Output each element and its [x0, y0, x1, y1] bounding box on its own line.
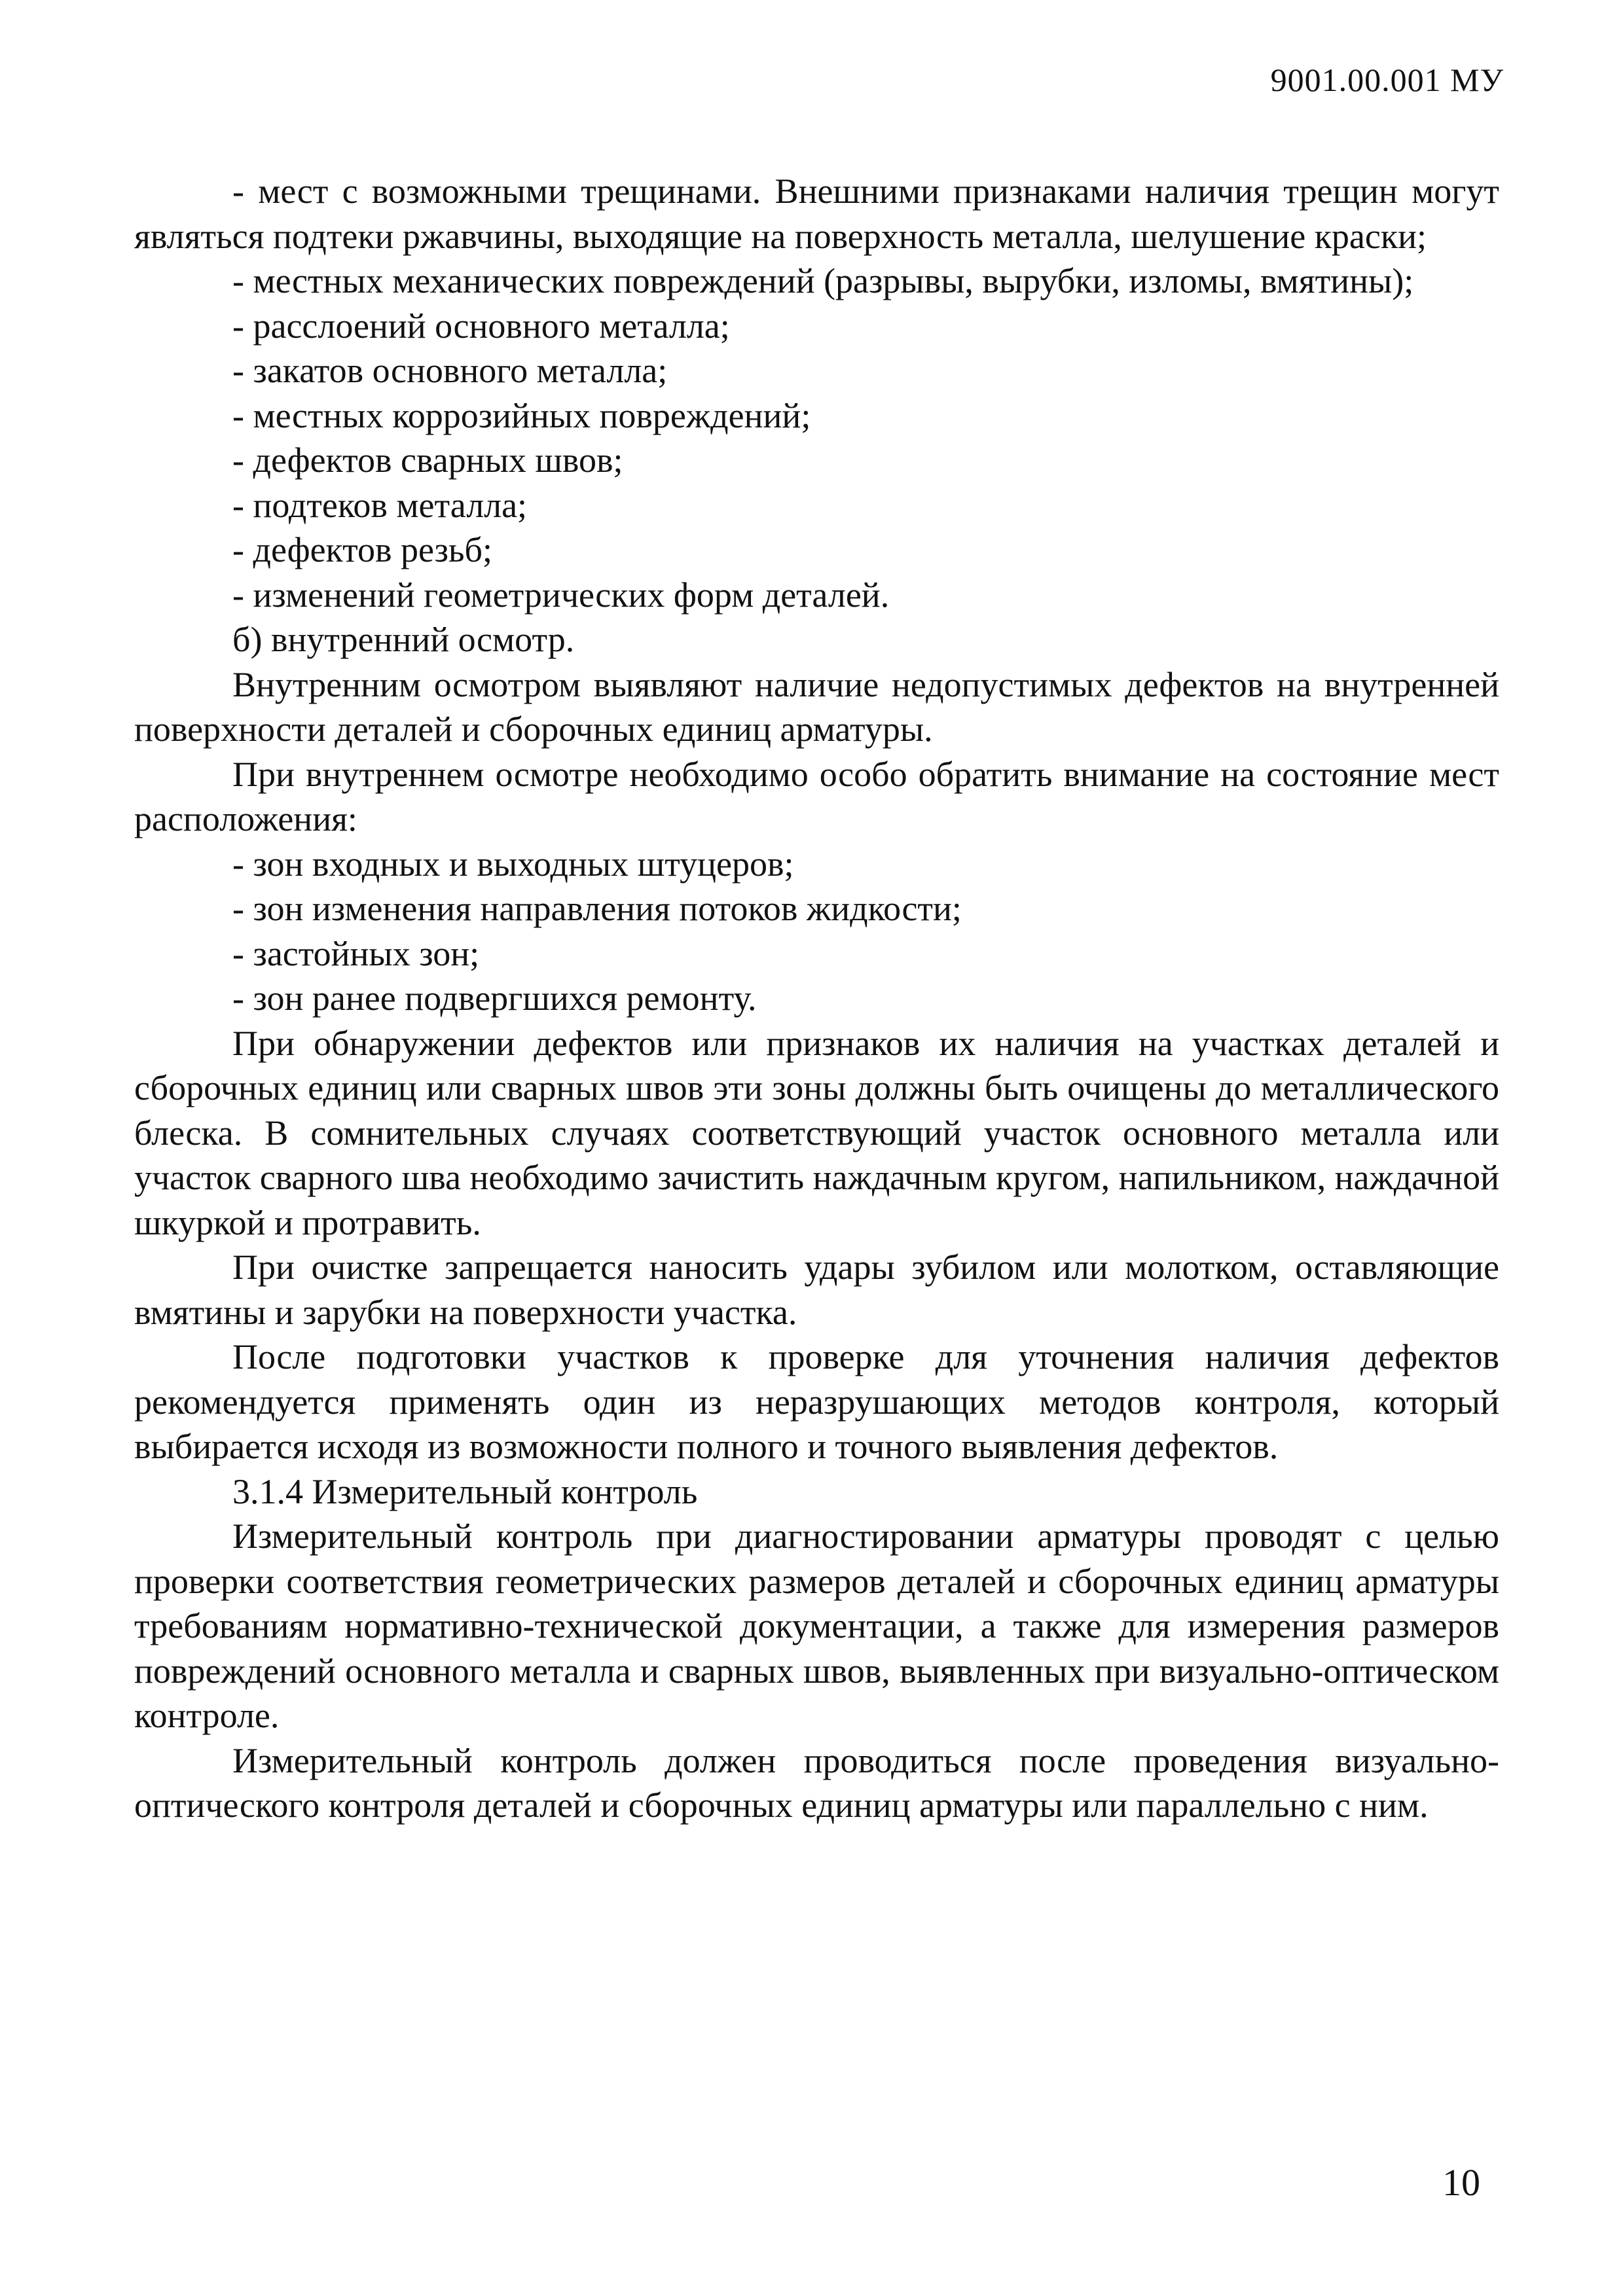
paragraph-defect-cleaning: При обнаружении дефектов или признаков их наличия на участках деталей и сборочных единиц или сварных швов эти зоны должны быть очищены до металлического блеска. В сомнительных случаях соответствующий участок основного металла или участок сварного шва необходимо зачистить наждачным кругом, напильником, наждачной шкуркой и протравить. [134, 1023, 1499, 1242]
subsection-internal-inspection: б) внутренний осмотр. [232, 620, 575, 659]
list-item-metal-sag: - подтеков металла; [232, 485, 528, 525]
list-item-weld-defects: - дефектов сварных швов; [232, 440, 623, 480]
list-item-fittings: - зон входных и выходных штуцеров; [232, 844, 794, 884]
list-item-stagnant-zones: - застойных зон; [232, 933, 480, 973]
paragraph-cracks: - мест с возможными трещинами. Внешними признаками наличия трещин могут являться подтеки ржавчины, выходящие на поверхность металла, шелушение краски; [134, 171, 1499, 256]
list-item-corrosion: - местных коррозийных повреждений; [232, 395, 811, 435]
paragraph-measurement-timing: Измерительный контроль должен проводиться после проведения визуально-оптического контроля деталей и сборочных единиц арматуры или параллельно с ним. [134, 1740, 1499, 1825]
document-body [134, 169, 1499, 1828]
paragraph-mechanical-damage: - местных механических повреждений (разрывы, вырубки, изломы, вмятины); [232, 261, 1414, 300]
list-item-delamination: - расслоений основного металла; [232, 306, 730, 346]
list-item-repaired-zones: - зон ранее подвергшихся ремонту. [232, 978, 757, 1018]
paragraph-attention-areas: При внутреннем осмотре необходимо особо обратить внимание на состояние мест расположения: [134, 754, 1499, 838]
list-item-laps: - закатов основного металла; [232, 351, 668, 390]
list-item-flow-direction: - зон изменения направления потоков жидкости; [232, 889, 962, 928]
paragraph-ndt-methods: После подготовки участков к проверке для уточнения наличия дефектов рекомендуется применять один из неразрушающих методов контроля, который выбирается исходя из возможности полного и точного выявления дефектов. [134, 1337, 1499, 1466]
paragraph-cleaning-prohibition: При очистке запрещается наносить удары зубилом или молотком, оставляющие вмятины и зарубки на поверхности участка. [134, 1247, 1499, 1332]
section-heading-measurement-control: 3.1.4 Измерительный контроль [232, 1471, 698, 1511]
paragraph-measurement-purpose: Измерительный контроль при диагностировании арматуры проводят с целью проверки соответствия геометрических размеров деталей и сборочных единиц арматуры требованиям нормативно-технической документации, а также для измерения размеров повреждений основного металла и сварных швов, выявленных при визуально-оптическом контроле. [134, 1516, 1499, 1735]
list-item-thread-defects: - дефектов резьб; [232, 530, 493, 569]
list-item-geometry-changes: - изменений геометрических форм деталей. [232, 575, 890, 615]
paragraph-internal-inspection: Внутренним осмотром выявляют наличие недопустимых дефектов на внутренней поверхности деталей и сборочных единиц арматуры. [134, 664, 1499, 749]
document-code: 9001.00.001 МУ [1270, 62, 1504, 98]
page-number: 10 [1442, 2161, 1480, 2204]
